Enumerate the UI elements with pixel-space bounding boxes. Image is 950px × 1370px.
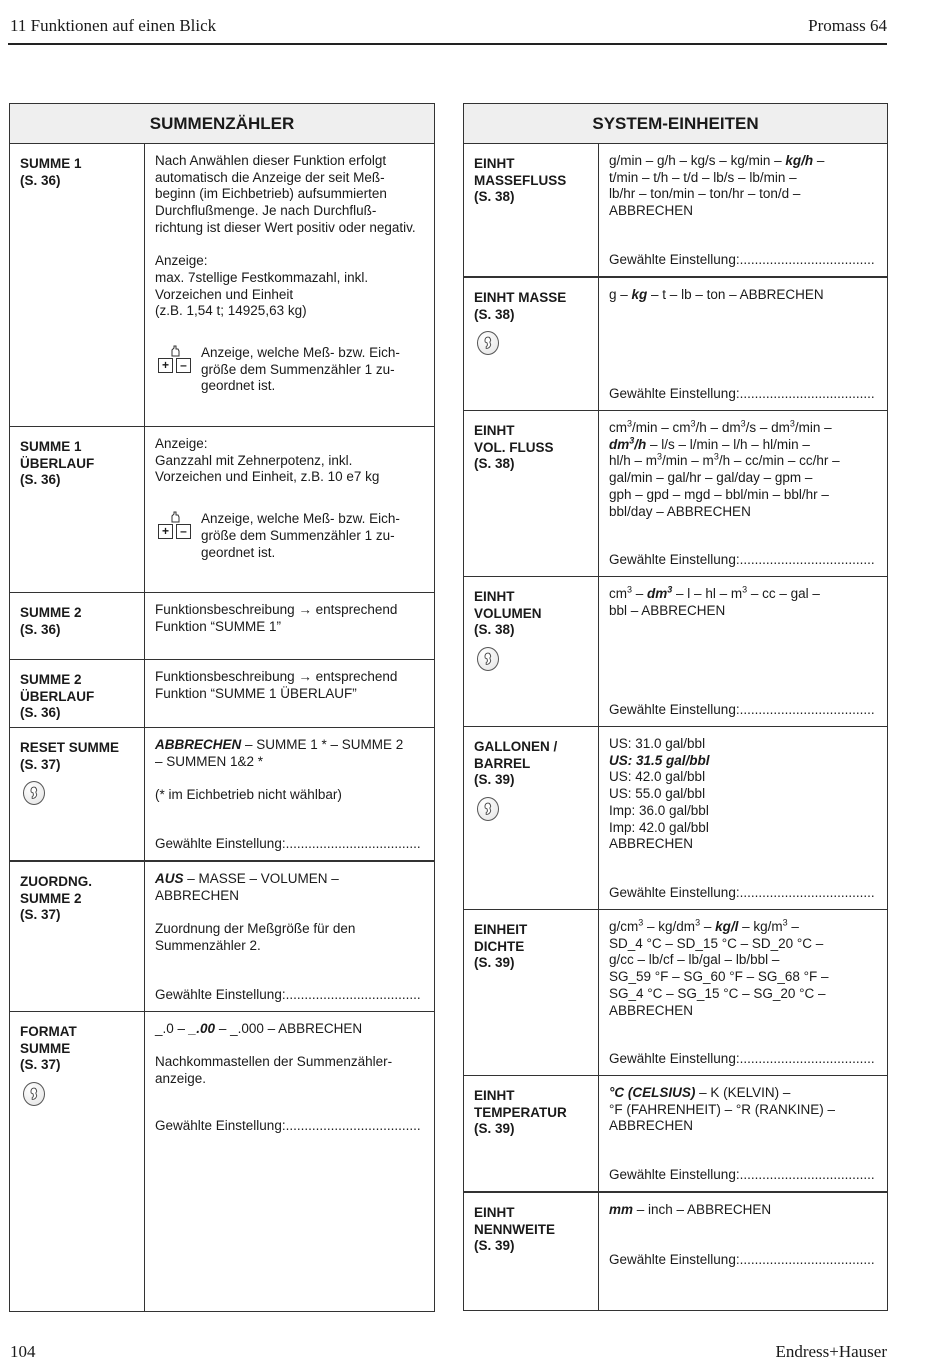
function-description: $cm^3/\min - cm^3/h - dm^3/s - dm^3/\min$ – $dm^3/h - l/s - l/\min - l/h - hl/\min$ – $hl/h - m^3/\min - m^3/h - cc/\min - cc/hr$ – gal/min – gal/hr – gal/day – gpm – gph – gpd – mgd – bbl/min – bbl/hr – bbl/day – ABBRECHEN Gewählte Einstellung:.................................... <box>609 418 875 568</box>
default-option: US: 31.5 gal/bbl <box>609 752 710 768</box>
function-row-reset-summe <box>10 728 434 862</box>
selection-field: Gewählte Einstellung:.................................... <box>609 386 875 402</box>
function-label: EINHT VOLUMEN (S. 38) <box>464 577 599 726</box>
selection-field: Gewählte Einstellung:.................................... <box>609 1051 875 1067</box>
function-row-summe-1-ueberlauf <box>10 427 434 593</box>
function-description: g/min – g/h – kg/s – kg/min – kg/h – t/min – t/h – t/d – lb/s – lb/min – lb/hr – ton/min – ton/hr – ton/d – ABBRECHEN Gewählte Einstellung:.................................... <box>609 153 875 268</box>
key-hint: + – Anzeige, welche Meß- bzw. Eich- größe dem Summenzähler 1 zu- geordnet ist. <box>155 511 426 561</box>
default-option: kg <box>631 287 648 302</box>
selection-field: Gewählte Einstellung:.................................... <box>155 987 421 1003</box>
default-option: AUS <box>155 871 184 886</box>
default-option: $dm^3/h$ <box>609 435 647 452</box>
function-row-einheit-dichte <box>464 910 887 1076</box>
function-label: SUMME 1 (S. 36) <box>10 144 145 426</box>
function-label: RESET SUMME (S. 37) <box>10 728 145 860</box>
selection-field: Gewählte Einstellung:.................................... <box>609 1167 875 1183</box>
function-description: ABBRECHEN – SUMME 1 * – SUMME 2 – SUMMEN 1&2 * (* im Eichbetrieb nicht wählbar) Gewählte Einstellung:.................................... <box>155 737 421 852</box>
function-label: EINHT MASSE (S. 38) <box>464 278 599 410</box>
function-row-summe-1 <box>10 144 434 427</box>
default-option: mm <box>609 1202 634 1217</box>
system-einheiten-title: SYSTEM-EINHEITEN <box>464 104 887 144</box>
function-label: EINHEIT DICHTE (S. 39) <box>464 910 599 1075</box>
function-label: EINHT TEMPERATUR (S. 39) <box>464 1076 599 1191</box>
selection-field: Gewählte Einstellung:.................................... <box>609 885 875 901</box>
function-label: ZUORDNG. SUMME 2 (S. 37) <box>10 862 145 1011</box>
default-option: ABBRECHEN <box>155 737 242 752</box>
function-description: US: 31.0 gal/bbl US: 31.5 gal/bbl US: 42.0 gal/bbl US: 55.0 gal/bbl Imp: 36.0 gal/bbl Imp: 42.0 gal/bbl ABBRECHEN Gewählte Einstellung:.................................... <box>599 727 887 909</box>
lock-icon <box>477 797 499 821</box>
header-rule <box>8 43 887 45</box>
selection-field: Gewählte Einstellung:.................................... <box>155 836 421 852</box>
default-option: kg/h <box>785 153 814 168</box>
default-option: $dm^3$ <box>647 584 673 601</box>
page-header-left: 11 Funktionen auf einen Blick <box>10 16 217 35</box>
lock-icon <box>477 647 499 671</box>
function-description: _.0 – _.00 – _.000 – ABBRECHEN Nachkommastellen der Summenzähler- anzeige. Gewählte Einstellung:.................................... <box>155 1021 421 1133</box>
selection-field: Gewählte Einstellung:.................................... <box>155 1118 421 1133</box>
function-description: mm – inch – ABBRECHEN Gewählte Einstellung:.................................... <box>609 1202 875 1267</box>
function-row-summe-2 <box>10 593 434 660</box>
function-row-einht-nennweite <box>464 1193 887 1310</box>
function-description: AUS – MASSE – VOLUMEN – ABBRECHEN Zuordnung der Meßgröße für den Summenzähler 2. Gewählte Einstellung:.................................... <box>155 871 421 1003</box>
plus-minus-keys-icon: + – <box>156 511 194 541</box>
function-row-einht-volumen <box>464 577 887 727</box>
function-row-einht-massefluss <box>464 144 887 278</box>
key-hint: + – Anzeige, welche Meß- bzw. Eich- größe dem Summenzähler 1 zu- geordnet ist. <box>155 345 426 395</box>
lock-icon <box>477 331 499 355</box>
default-option: kg/l <box>715 919 739 934</box>
summenzaehler-panel <box>9 103 435 1312</box>
function-description: Funktionsbeschreibung → entsprechend Funktion “SUMME 1” <box>155 602 398 634</box>
selection-field: Gewählte Einstellung:.................................... <box>609 1252 875 1267</box>
page-number: 104 <box>10 1342 36 1361</box>
selection-field: Gewählte Einstellung:.................................... <box>609 552 875 568</box>
selection-field: Gewählte Einstellung:.................................... <box>609 252 875 268</box>
plus-minus-keys-icon: + – <box>156 345 194 375</box>
summenzaehler-title: SUMMENZÄHLER <box>10 104 434 144</box>
selection-field: Gewählte Einstellung:.................................... <box>609 702 875 718</box>
function-label: GALLONEN / BARREL (S. 39) <box>464 727 599 909</box>
function-row-summe-2-ueberlauf <box>10 660 434 728</box>
function-label: EINHT MASSEFLUSS (S. 38) <box>464 144 599 276</box>
function-description: $cm^3 - dm^3$ – l – hl – $m^3$ – cc – gal – bbl – ABBRECHEN Gewählte Einstellung:.................................... <box>609 584 875 718</box>
function-row-einht-vol-fluss <box>464 411 887 577</box>
function-label: EINHT NENNWEITE (S. 39) <box>464 1193 599 1310</box>
function-row-format-summe <box>10 1012 434 1311</box>
page-header-right: Promass 64 <box>808 16 887 35</box>
function-description: °C (CELSIUS) – K (KELVIN) – °F (FAHRENHEIT) – °R (RANKINE) – ABBRECHEN Gewählte Einstellung:.................................... <box>609 1085 875 1183</box>
function-description: Anzeige: Ganzzahl mit Zehnerpotenz, inkl. Vorzeichen und Einheit, z.B. 10 e7 kg + – Anzeige, welche Meß- bzw. Eich- größe dem Summenzähler 1 zu- geordnet ist. <box>145 427 434 592</box>
function-label: SUMME 1 ÜBERLAUF (S. 36) <box>10 427 145 592</box>
default-option: _.00 <box>188 1021 216 1036</box>
function-description: g – kg – t – lb – ton – ABBRECHEN Gewählte Einstellung:.................................... <box>609 287 875 402</box>
function-row-gallonen-barrel <box>464 727 887 910</box>
function-label: EINHT VOL. FLUSS (S. 38) <box>464 411 599 576</box>
function-description: Funktionsbeschreibung → entsprechend Funktion “SUMME 1 ÜBERLAUF” <box>155 669 398 701</box>
function-row-einht-masse <box>464 278 887 411</box>
system-einheiten-panel <box>463 103 888 1311</box>
function-label: FORMAT SUMME (S. 37) <box>10 1012 145 1311</box>
function-label: SUMME 2 (S. 36) <box>10 593 145 659</box>
default-option: °C (CELSIUS) <box>609 1085 696 1100</box>
function-label: SUMME 2 ÜBERLAUF (S. 36) <box>10 660 145 727</box>
lock-icon <box>23 1082 45 1106</box>
function-row-einht-temperatur <box>464 1076 887 1193</box>
function-description: Nach Anwählen dieser Funktion erfolgt automatisch die Anzeige der seit Meß- beginn (im Eichbetrieb) aufsummierten Durchflußmenge. Je nach Durchfluß- richtung ist dieser Wert positiv oder negativ. Anzeige: max. 7stellige Festkommazahl, inkl. Vorzeichen und Einheit (z.B. 1,54 t; 14925,63 kg) + – Anzeige, welche Meß- bzw. Eich- größe dem Summenzähler 1 zu- geordnet ist. <box>145 144 434 426</box>
function-description: $g/cm^3 - kg/dm^3 - kg/l - kg/m^3$ – SD_4 °C – SD_15 °C – SD_20 °C – g/cc – lb/cf – lb/gal – lb/bbl – SG_59 °F – SG_60 °F – SG_68 °F – SG_4 °C – SG_15 °C – SG_20 °C – ABBRECHEN Gewählte Einstellung:.................................... <box>609 917 875 1067</box>
function-row-zuordng-summe-2 <box>10 862 434 1012</box>
lock-icon <box>23 781 45 805</box>
brand-name: Endress+Hauser <box>775 1342 887 1361</box>
